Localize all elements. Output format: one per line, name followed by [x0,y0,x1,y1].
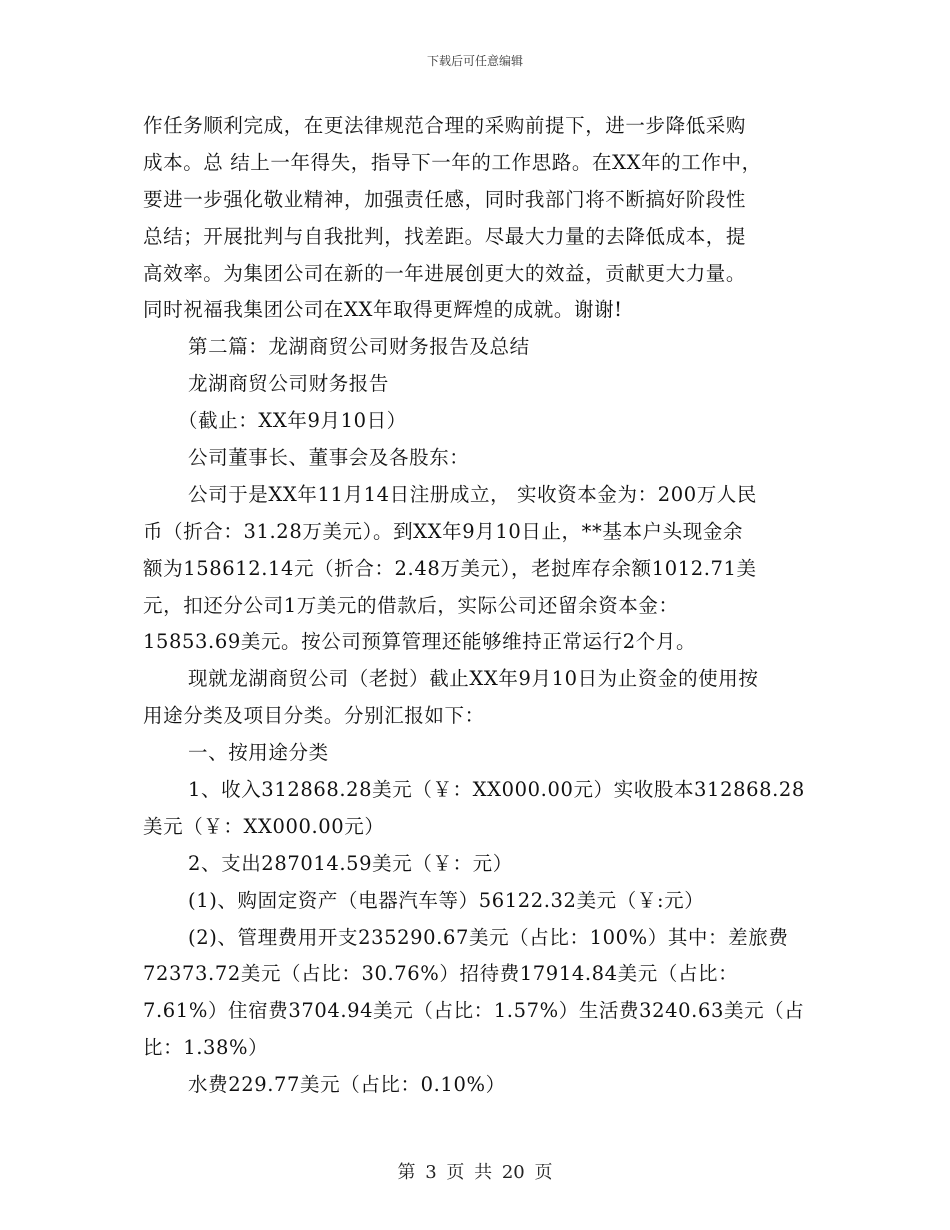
body-line: 元，扣还分公司1万美元的借款后，实际公司还留余资本金： [143,593,679,617]
document-body [143,108,811,1104]
list-item-continued: 美元（￥：XX000.00元） [143,814,385,838]
body-line: 成本。总 结上一年得失，指导下一年的工作思路。在XX年的工作中， [143,150,762,174]
body-line: 15853.69美元。按公司预算管理还能够维持正常运行2个月。 [143,630,697,654]
page-footer: 第 3 页 共 20 页 [397,1162,553,1183]
report-date: （截止：XX年9月10日） [178,409,407,433]
body-line: 作任务顺利完成，在更法律规范合理的采购前提下，进一步降低采购 [143,114,747,137]
list-item: 水费229.77美元（占比：0.10%） [188,1073,506,1097]
page-header: 下载后可任意编辑 [426,54,523,68]
body-line: 现就龙湖商贸公司（老挝）截止XX年9月10日为止资金的使用按 [188,667,759,691]
salutation: 公司董事长、董事会及各股东： [188,446,470,470]
report-title: 龙湖商贸公司财务报告 [188,372,390,396]
list-item-continued: 7.61%）住宿费3704.94美元（占比：1.57%）生活费3240.63美元（占 [143,999,805,1023]
body-line: 币（折合：31.28万美元）。到XX年9月10日止，**基本户头现金余 [143,519,744,543]
list-item: 1、收入312868.28美元（￥：XX000.00元）实收股本312868.28 [188,778,805,802]
body-line: 要进一步强化敬业精神，加强责任感，同时我部门将不断搞好阶段性 [143,187,747,211]
body-line: 用途分类及项目分类。分别汇报如下： [143,704,485,728]
list-item-continued: 72373.72美元（占比：30.76%）招待费17914.84美元（占比： [143,962,739,986]
body-line: 总结；开展批判与自我批判，找差距。尽最大力量的去降低成本，提 [143,224,747,248]
list-item: 2、支出287014.59美元（￥：元） [188,851,513,875]
body-line: 公司于是XX年11月14日注册成立， 实收资本金为：200万人民 [188,482,758,506]
section-heading: 第二篇：龙湖商贸公司财务报告及总结 [188,335,530,359]
list-item: (1)、购固定资产（电器汽车等）56122.32美元（￥:元） [188,888,705,912]
subsection-heading: 一、按用途分类 [188,741,329,765]
list-item-continued: 比：1.38%） [143,1036,269,1060]
body-line: 额为158612.14元（折合：2.48万美元），老挝库存余额1012.71美 [143,556,757,580]
body-line: 同时祝福我集团公司在XX年取得更辉煌的成就。谢谢! [143,298,623,322]
list-item: (2)、管理费用开支235290.67美元（占比：100%）其中：差旅费 [188,925,789,949]
body-line: 高效率。为集团公司在新的一年进展创更大的效益，贡献更大力量。 [143,261,747,285]
